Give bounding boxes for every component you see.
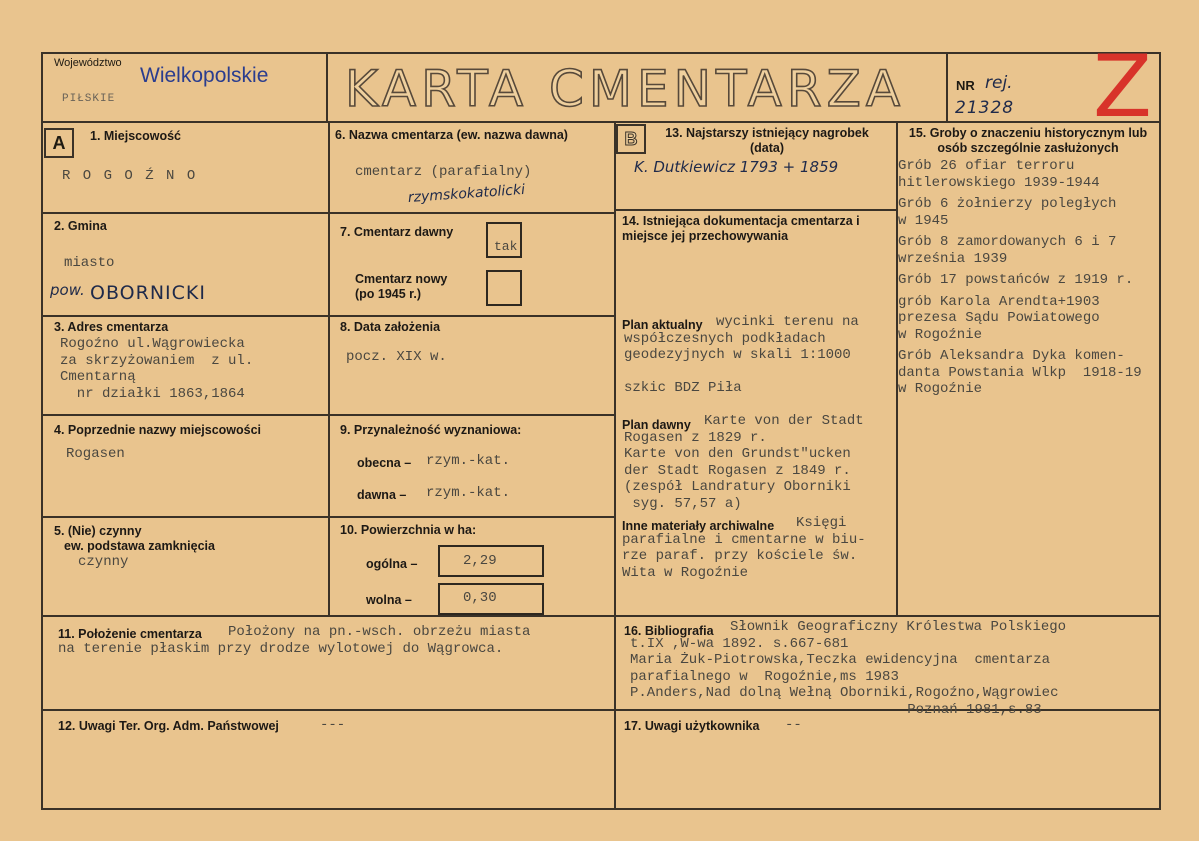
f15-entries [898,158,1188,403]
voivodeship-old: PIŁSKIE [62,93,116,105]
f14-label: 14. Istniejąca dokumentacja cmentarza i miejsce jej przechowywania [622,214,860,243]
row-div-a1 [41,212,330,214]
f15-entry: Grób Aleksandra Dyka komen- danta Powstania Wlkp 1918-19 w Rogoźnie [898,348,1142,397]
row-div-b2 [328,315,616,317]
f5-label: 5. (Nie) czynny [54,524,142,538]
f16-value-text: Słownik Geograficzny Królestwa Polskiego t.IX ,W-wa 1892. s.667-681 Maria Żuk-Piotrowska,Teczka ewidencyjna cmentarza parafialnego w Rogoźnie,ms 1983 P.Anders,Nad dolną Wełną Oborniki,Rogoźno,Wągrowiec Poznań 1981,s.83 [630,619,1067,718]
f14-plan-now-value [624,314,859,397]
f15-entry: grób Karola Arendta+1903 prezesa Sądu Powiatowego w Rogoźnie [898,293,1100,343]
row-div-b1 [328,212,616,214]
row-div-a2 [41,315,330,317]
f6-hand-value: rzymskokatolicki [407,181,526,206]
header-vsep-2 [946,52,948,122]
f9-current-label: obecna – [357,456,412,470]
f14-plan-old-label: Plan dawny [622,418,691,432]
f7-new-checkbox[interactable] [486,270,522,306]
f10-total-value: 2,29 [463,553,497,569]
f16-value [630,619,1066,718]
f16-label: 16. Bibliografia [624,624,714,638]
red-z-mark: Z [1093,37,1152,137]
f9-former-value: rzym.-kat. [426,485,511,501]
frame-top [41,52,1161,54]
f14-plan-old-text: Karte von der Stadt Rogasen z 1829 r. Karte von den Grundst"ucken der Stadt Rogasen z 1849 r. (zespół Landratury Oborniki syg. 57,57 a) [624,413,864,512]
f2-hand-prefix: pow. [50,281,85,299]
f17-label: 17. Uwagi użytkownika [624,719,760,733]
row-div-c1 [614,209,898,211]
f7-label-old: 7. Cmentarz dawny [340,225,454,239]
f10-label: 10. Powierzchnia w ha: [340,523,477,537]
frame-left [41,52,43,810]
header-divider [41,121,1161,123]
row-div-a3 [41,414,330,416]
f15-entry: Grób 17 powstańców z 1919 r. [898,272,1134,288]
voivodeship-label: Województwo [54,57,122,69]
f14-other-text: Księgi parafialne i cmentarne w biu- rze paraf. przy kościele św. Wita w Rogoźnie [622,515,866,581]
f3-label: 3. Adres cmentarza [54,320,169,334]
f11-value [58,624,530,657]
f12-value: --- [320,717,346,733]
card-title: KARTA CMENTARZA [345,60,906,118]
f14-other-label: Inne materiały archiwalne [622,519,775,533]
f12-label: 12. Uwagi Ter. Org. Adm. Państwowej [58,719,279,733]
f14-plan-old-value [624,413,864,512]
voivodeship-stamp: Wielkopolskie [140,64,269,87]
row-div-b3 [328,414,616,416]
col-divider-1 [328,121,330,616]
f9-former-label: dawna – [357,488,407,502]
f13-hand-value: K. Dutkiewicz 1793 + 1859 [634,158,839,176]
f2-hand-value: OBORNICKI [90,282,206,304]
f11-value-text: Położony na pn.-wsch. obrzeżu miasta na terenie płaskim przy drodze wylotowej do Wągrowca. [58,624,531,657]
nr-handwritten-label: rej. [985,73,1013,93]
f14-other-value [622,515,866,581]
f9-label: 9. Przynależność wyznaniowa: [340,423,522,437]
f10-free-value: 0,30 [463,590,497,606]
f13-label: 13. Najstarszy istniejący nagrobek (data) [665,126,869,155]
f15-entry: Grób 26 ofiar terroru hitlerowskiego 1939-1944 [898,158,1100,191]
nr-value: 21328 [955,98,1015,118]
f15-entry: Grób 8 zamordowanych 6 i 7 września 1939 [898,234,1117,267]
f5-value: czynny [78,554,129,570]
f4-value: Rogasen [66,446,125,462]
f10-free-label: wolna – [366,593,412,607]
row-div-a4 [41,516,330,518]
row-div-bottom-1 [41,615,1161,617]
f1-value: R O G O Ź N O [62,168,198,184]
f9-current-value: rzym.-kat. [426,453,511,469]
f11-label-text: 11. Położenie cmentarza [58,627,202,641]
f7-old-mark: tak [494,239,518,254]
f7-label-new: Cmentarz nowy (po 1945 r.) [355,272,448,301]
f15-label: 15. Groby o znaczeniu historycznym lub osób szczególnie zasłużonych [908,126,1148,155]
col-divider-2 [614,121,616,809]
f8-value: pocz. XIX w. [346,349,447,365]
f2-label: 2. Gmina [54,219,107,233]
f2-value: miasto [64,255,115,271]
f17-value: -- [785,717,802,733]
frame-bottom [41,808,1161,810]
header-vsep-1 [326,52,328,122]
f3-value: Rogoźno ul.Wągrowiecka za skrzyżowaniem z ul. Cmentarną nr działki 1863,1864 [60,336,254,402]
f14-plan-now-text: wycinki terenu na współczesnych podkładach geodezyjnych w skali 1:1000 szkic BDZ Piła [624,314,859,396]
f6-label: 6. Nazwa cmentarza (ew. nazwa dawna) [335,128,568,142]
section-letter-b: B [616,124,646,154]
f14-plan-now-label: Plan aktualny [622,318,703,332]
f15-entry: Grób 6 żołnierzy poległych w 1945 [898,196,1117,229]
nr-label: NR [956,78,975,93]
f6-value: cmentarz (parafialny) [355,164,532,180]
row-div-b4 [328,516,616,518]
section-letter-a: A [44,128,74,158]
f5-sublabel: ew. podstawa zamknięcia [64,539,215,553]
f1-label: 1. Miejscowość [90,129,182,143]
f8-label: 8. Data założenia [340,320,441,334]
f10-total-label: ogólna – [366,557,418,571]
f4-label: 4. Poprzednie nazwy miejscowości [54,423,262,437]
